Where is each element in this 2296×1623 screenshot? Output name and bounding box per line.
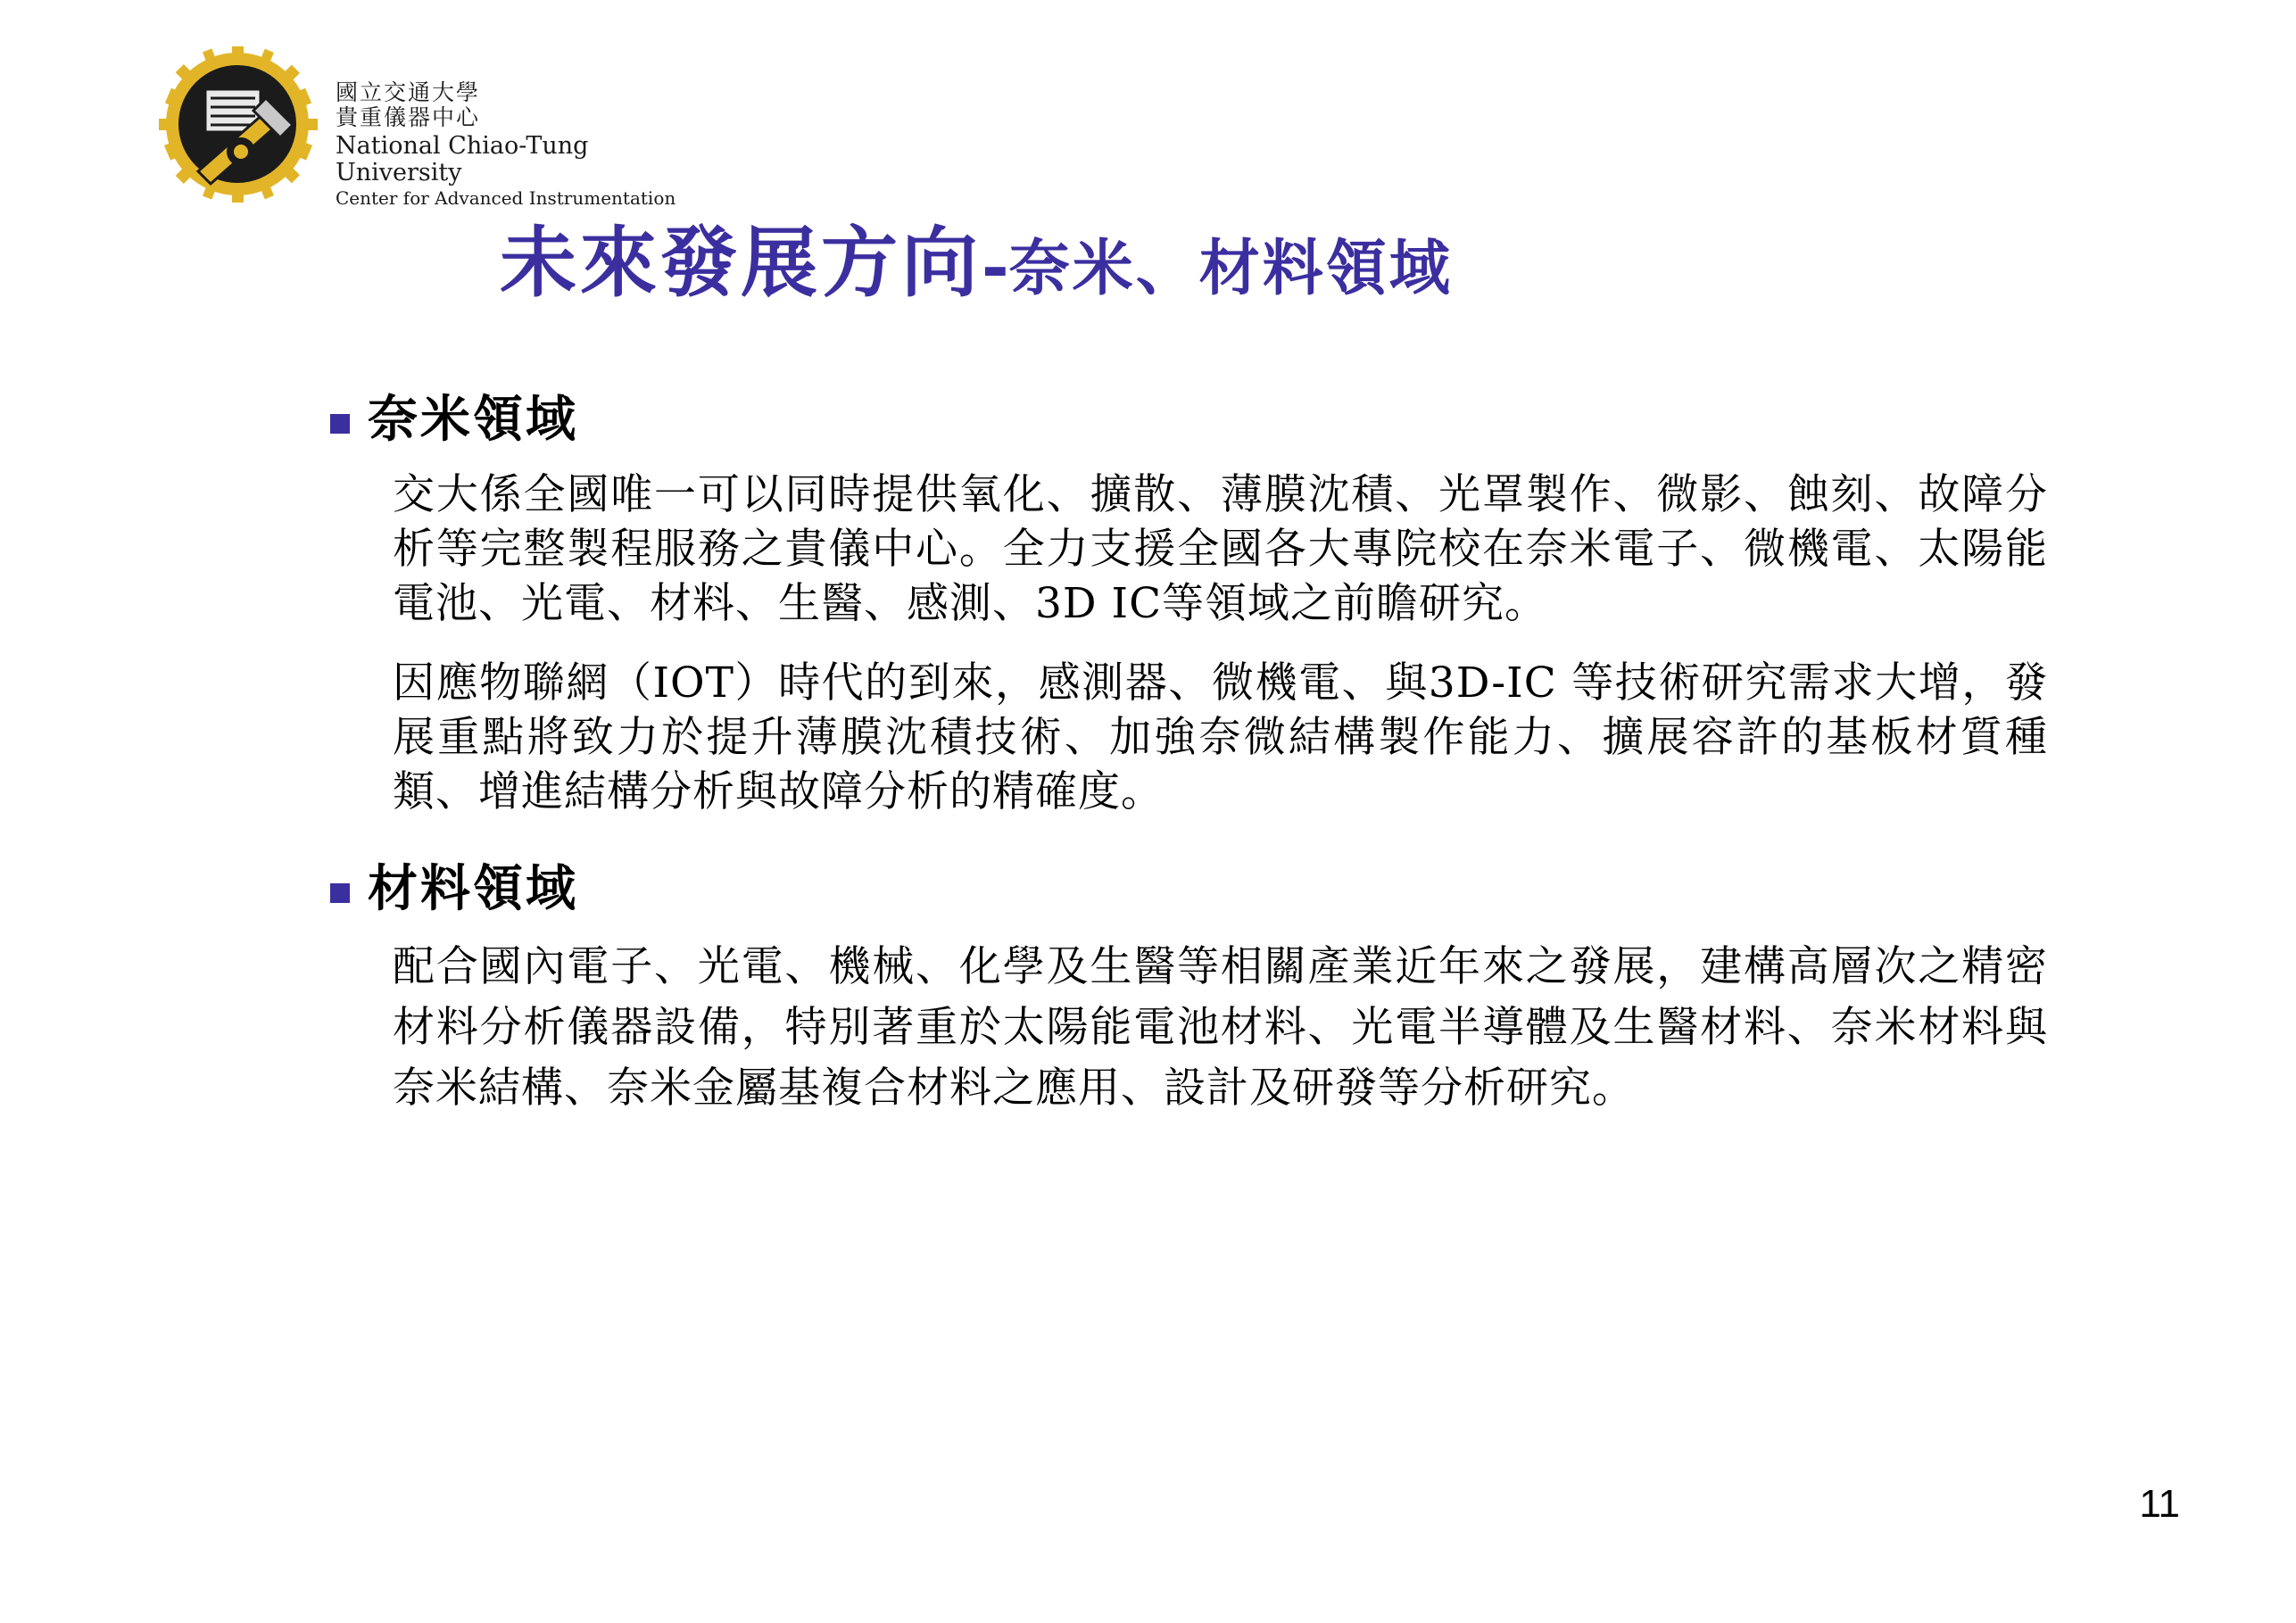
page-title [500,201,2017,311]
logo-en-line2: Center for Advanced Instrumentation [336,187,676,210]
square-bullet-icon [330,883,350,903]
logo-zh-line2: 貴重儀器中心 [336,104,481,130]
logo-text-block [336,80,719,209]
section-materials-label: 材料領域 [368,859,578,919]
section-nano-paragraph-2: 因應物聯網（IOT）時代的到來，感測器、微機電、與3D-IC 等技術研究需求大增，發展重點將致力於提升薄膜沈積技術、加強奈微結構製作能力、擴展容許的基板材質種類、增進結構分析與故障分析的精確度。 [393,658,2048,817]
page-number: 11 [2139,1482,2180,1526]
section-nano-paragraph-1: 交大係全國唯一可以同時提供氧化、擴散、薄膜沈積、光罩製作、微影、蝕刻、故障分析等完整製程服務之貴儀中心。全力支援全國各大專院校在奈米電子、微機電、太陽能電池、光電、材料、生醫、感測、3D IC等領域之前瞻研究。 [393,469,2048,628]
page-title-sub: 奈米、材料領域 [1008,233,1453,304]
ncu-cai-gear-logo-icon [159,46,319,203]
logo-en-line1: National Chiao-Tung University [336,132,589,187]
page-title-dash: - [982,228,1009,305]
logo-zh-line1: 國立交通大學 [336,79,481,105]
square-bullet-icon [330,414,350,434]
page-title-main: 未來發展方向 [500,218,982,308]
section-nano-heading [330,390,2070,449]
section-nano-label: 奈米領域 [368,390,578,449]
section-nano [330,390,2070,819]
university-logo-block [159,46,712,210]
section-materials [330,859,2070,1119]
section-materials-paragraph-1: 配合國內電子、光電、機械、化學及生醫等相關產業近年來之發展，建構高層次之精密材料分析儀器設備，特別著重於太陽能電池材料、光電半導體及生醫材料、奈米材料與奈米結構、奈米金屬基複合材料之應用、設計及研發等分析研究。 [393,941,2048,1114]
section-materials-heading [330,859,2070,919]
slide-body [330,390,2070,1144]
